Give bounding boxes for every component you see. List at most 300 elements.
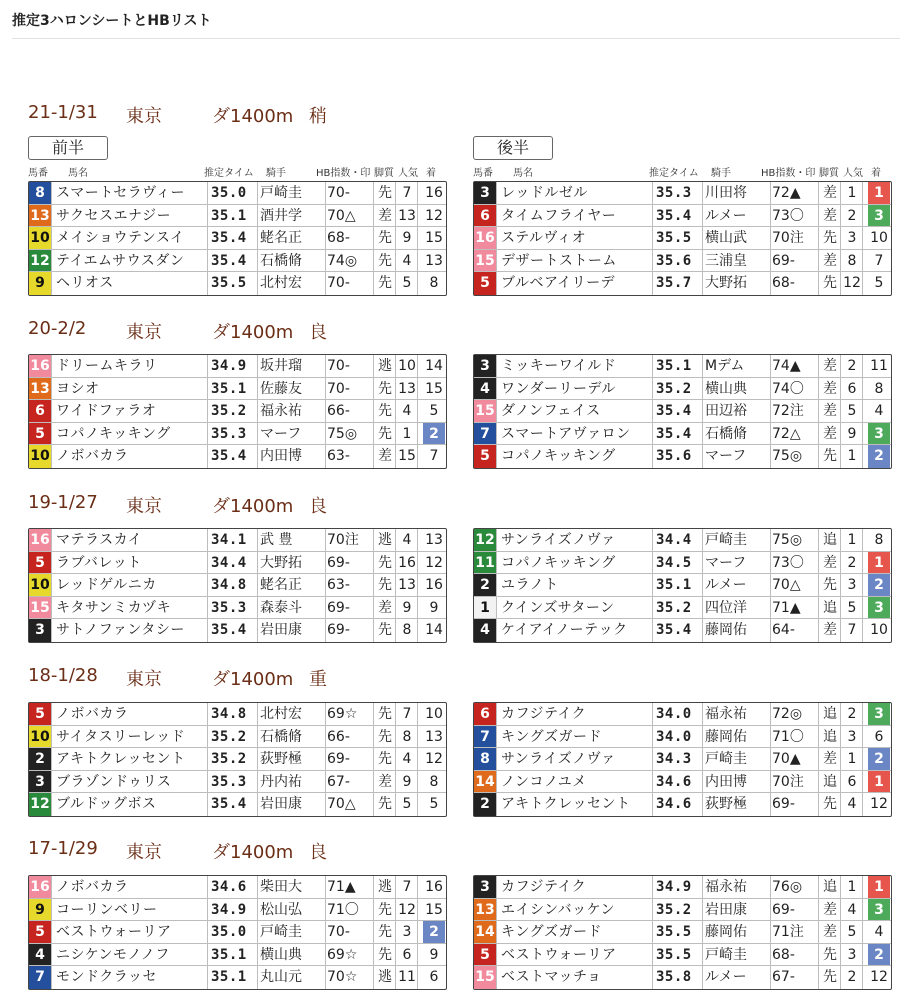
estimated-time: 35.1 — [211, 207, 247, 224]
estimated-time: 35.2 — [656, 599, 692, 616]
estimated-time: 34.4 — [211, 554, 247, 571]
estimated-time: 35.4 — [211, 622, 247, 639]
jockey-name: 川田将 — [705, 185, 747, 201]
running-style: 先 — [378, 554, 392, 571]
jockey-name: 福永祐 — [705, 706, 747, 722]
popularity: 9 — [402, 773, 412, 790]
jockey-name: 戸崎圭 — [705, 946, 747, 963]
jockey-name: 内田博 — [260, 448, 302, 465]
horse-name: ミッキーワイルド — [501, 358, 617, 374]
table-row[interactable] — [474, 250, 891, 273]
horse-number: 6 — [29, 400, 51, 422]
finish-position: 1 — [868, 771, 890, 793]
jockey-name: 柴田大 — [260, 879, 302, 895]
horse-name: コパノキッキング — [501, 448, 616, 465]
finish-position: 6 — [429, 969, 439, 986]
popularity: 13 — [398, 577, 416, 594]
table-row[interactable] — [474, 876, 891, 899]
popularity: 4 — [847, 901, 857, 918]
col-hb: HB指数・印 — [316, 168, 371, 179]
estimated-time: 34.1 — [211, 532, 247, 548]
popularity: 1 — [847, 879, 857, 895]
running-style: 先 — [823, 969, 837, 986]
table-row[interactable] — [29, 445, 446, 468]
horse-name: ステルヴィオ — [501, 230, 587, 247]
popularity: 3 — [402, 924, 412, 941]
horse-name: ユラノト — [501, 577, 559, 594]
jockey-name: 岩田康 — [260, 622, 302, 639]
jockey-name: マーフ — [705, 448, 747, 465]
jockey-name: Mデム — [705, 358, 745, 374]
jockey-name: 武 豊 — [260, 532, 293, 548]
jockey-name: 戸崎圭 — [705, 532, 747, 548]
table-row[interactable] — [474, 944, 891, 967]
finish-position: 9 — [429, 599, 439, 616]
hb-index-mark: 74〇 — [772, 380, 804, 397]
finish-position: 4 — [874, 403, 884, 420]
estimated-time: 35.1 — [211, 380, 247, 397]
col-style: 脚質 — [374, 168, 394, 179]
race-venue: 東京 — [126, 496, 162, 517]
horse-number: 3 — [29, 771, 51, 793]
running-style: 先 — [378, 185, 392, 201]
popularity: 6 — [402, 946, 412, 963]
horse-number: 9 — [29, 899, 51, 921]
running-style: 先 — [378, 751, 392, 768]
jockey-name: 酒井学 — [260, 207, 302, 224]
table-row[interactable] — [474, 182, 891, 205]
popularity: 9 — [402, 599, 412, 616]
table-row[interactable] — [29, 921, 446, 944]
hb-index-mark: 74◎ — [327, 252, 358, 269]
table-row[interactable] — [29, 876, 446, 899]
table-row[interactable] — [474, 423, 891, 446]
jockey-name: 戸崎圭 — [260, 924, 302, 941]
horse-name: ワイドファラオ — [56, 403, 157, 420]
finish-position: 8 — [429, 275, 439, 292]
estimated-time: 34.0 — [656, 706, 692, 722]
horse-number: 2 — [474, 793, 496, 816]
table-row[interactable] — [29, 400, 446, 423]
horse-name: ダノンフェイス — [501, 403, 601, 420]
estimated-time: 34.8 — [211, 577, 247, 594]
running-style: 先 — [378, 577, 392, 594]
jockey-name: マーフ — [260, 425, 302, 442]
first-half-table — [28, 181, 447, 296]
estimated-time: 34.6 — [656, 773, 692, 790]
running-style: 先 — [378, 924, 392, 941]
popularity: 7 — [402, 185, 412, 201]
table-row[interactable] — [474, 574, 891, 597]
hb-index-mark: 71▲ — [327, 879, 356, 895]
jockey-name: 三浦皇 — [705, 252, 747, 269]
jockey-name: 戸崎圭 — [705, 751, 747, 768]
jockey-name: 横山典 — [260, 946, 302, 963]
table-row[interactable] — [29, 227, 446, 250]
table-row[interactable] — [474, 552, 891, 575]
table-row[interactable] — [474, 227, 891, 250]
col-fin: 着 — [871, 168, 881, 179]
hb-index-mark: 63- — [327, 448, 350, 465]
estimated-time: 35.4 — [211, 230, 247, 247]
running-style: 追 — [823, 706, 837, 722]
running-style: 差 — [823, 403, 837, 420]
race-date: 21-1/31 — [28, 102, 98, 123]
popularity: 1 — [847, 185, 857, 201]
table-row[interactable] — [474, 726, 891, 749]
horse-name: デザートストーム — [501, 252, 617, 269]
running-style: 先 — [823, 230, 837, 247]
finish-position: 12 — [425, 554, 443, 571]
horse-number: 15 — [474, 400, 496, 422]
race-date: 18-1/28 — [28, 665, 98, 686]
col-fin: 着 — [426, 168, 436, 179]
horse-number: 3 — [29, 619, 51, 642]
finish-position: 1 — [868, 876, 890, 898]
running-style: 先 — [378, 706, 392, 722]
running-style: 逃 — [378, 358, 392, 374]
finish-position: 3 — [868, 423, 890, 445]
table-row[interactable] — [29, 703, 446, 726]
popularity: 3 — [847, 728, 857, 745]
estimated-time: 34.6 — [211, 879, 247, 895]
col-time: 推定タイム — [649, 168, 699, 179]
horse-number: 4 — [474, 619, 496, 642]
popularity: 5 — [847, 924, 857, 941]
jockey-name: 蛯名正 — [260, 577, 302, 594]
jockey-name: 北村宏 — [260, 706, 302, 722]
horse-name: マテラスカイ — [56, 532, 143, 548]
popularity: 15 — [398, 448, 416, 465]
page-title: 推定3ハロンシートとHBリスト — [12, 13, 212, 29]
table-row[interactable] — [474, 793, 891, 816]
estimated-time: 35.4 — [211, 252, 247, 269]
running-style: 逃 — [378, 532, 392, 548]
estimated-time: 35.4 — [211, 796, 247, 813]
table-row[interactable] — [29, 423, 446, 446]
jockey-name: 福永祐 — [705, 879, 747, 895]
col-style: 脚質 — [819, 168, 839, 179]
horse-number: 9 — [29, 272, 51, 295]
horse-name: ベストウォーリア — [501, 946, 617, 963]
finish-position: 12 — [870, 969, 888, 986]
finish-position: 8 — [874, 532, 884, 548]
estimated-time: 35.2 — [211, 751, 247, 768]
popularity: 1 — [847, 448, 857, 465]
jockey-name: 坂井瑠 — [260, 358, 302, 374]
estimated-time: 34.6 — [656, 796, 692, 813]
horse-name: ヨシオ — [56, 380, 100, 397]
hb-index-mark: 76◎ — [772, 879, 803, 895]
horse-number: 5 — [474, 272, 496, 295]
finish-position: 2 — [423, 921, 445, 943]
horse-name: スマートセラヴィー — [56, 185, 185, 201]
jockey-name: ルメー — [705, 969, 747, 986]
estimated-time: 35.0 — [211, 185, 247, 201]
estimated-time: 35.4 — [656, 403, 692, 420]
table-row[interactable] — [474, 529, 891, 552]
horse-number: 3 — [474, 876, 496, 898]
estimated-time: 35.1 — [211, 969, 247, 986]
hb-index-mark: 70△ — [327, 796, 356, 813]
horse-number: 5 — [29, 703, 51, 725]
hb-index-mark: 68- — [772, 275, 795, 292]
second-half-label: 後半 — [473, 136, 553, 160]
running-style: 差 — [823, 924, 837, 941]
hb-index-mark: 69☆ — [327, 706, 358, 722]
running-style: 差 — [823, 901, 837, 918]
finish-position: 8 — [429, 773, 439, 790]
horse-number: 10 — [29, 445, 51, 468]
running-style: 差 — [823, 622, 837, 639]
table-row[interactable] — [29, 355, 446, 378]
table-row[interactable] — [474, 703, 891, 726]
popularity: 1 — [402, 425, 412, 442]
running-style: 先 — [823, 577, 837, 594]
horse-name: ドリームキラリ — [56, 358, 158, 374]
finish-position: 16 — [425, 577, 443, 594]
table-row[interactable] — [29, 378, 446, 401]
table-row[interactable] — [29, 272, 446, 295]
horse-number: 15 — [474, 250, 496, 272]
popularity: 7 — [402, 706, 412, 722]
horse-number: 7 — [474, 423, 496, 445]
horse-number: 10 — [29, 227, 51, 249]
estimated-time: 35.2 — [656, 901, 692, 918]
hb-index-mark: 75◎ — [772, 532, 803, 548]
popularity: 8 — [402, 622, 412, 639]
running-style: 先 — [378, 946, 392, 963]
finish-position: 13 — [425, 252, 443, 269]
horse-number: 1 — [474, 597, 496, 619]
estimated-time: 35.2 — [211, 403, 247, 420]
hb-index-mark: 67- — [327, 773, 350, 790]
race-condition: 良 — [309, 496, 327, 517]
finish-position: 13 — [425, 728, 443, 745]
table-row[interactable] — [474, 771, 891, 794]
estimated-time: 34.9 — [211, 358, 247, 374]
table-row[interactable] — [474, 899, 891, 922]
jockey-name: 横山武 — [705, 230, 747, 247]
hb-index-mark: 69- — [327, 751, 350, 768]
popularity: 4 — [402, 403, 412, 420]
jockey-name: 藤岡佑 — [705, 728, 747, 745]
estimated-time: 35.3 — [211, 425, 247, 442]
horse-number: 16 — [29, 876, 51, 898]
popularity: 9 — [847, 425, 857, 442]
table-row[interactable] — [474, 597, 891, 620]
col-time: 推定タイム — [204, 168, 254, 179]
finish-position: 3 — [868, 597, 890, 619]
running-style: 差 — [823, 358, 837, 374]
running-style: 逃 — [378, 879, 392, 895]
popularity: 7 — [402, 879, 412, 895]
finish-position: 10 — [425, 706, 443, 722]
race-condition: 良 — [309, 842, 327, 863]
table-row[interactable] — [474, 748, 891, 771]
running-style: 先 — [823, 448, 837, 465]
hb-index-mark: 72△ — [772, 425, 801, 442]
horse-name: コパノキッキング — [56, 425, 171, 442]
estimated-time: 35.5 — [656, 946, 692, 963]
table-row[interactable] — [29, 944, 446, 967]
finish-position: 4 — [874, 924, 884, 941]
horse-number: 5 — [474, 445, 496, 468]
horse-name: ノボバカラ — [56, 879, 129, 895]
table-row[interactable] — [474, 205, 891, 228]
estimated-time: 35.0 — [211, 924, 247, 941]
race-condition: 重 — [309, 669, 327, 690]
horse-number: 15 — [474, 966, 496, 989]
hb-index-mark: 70- — [327, 185, 350, 201]
estimated-time: 35.8 — [656, 969, 692, 986]
table-row[interactable] — [474, 966, 891, 989]
table-row[interactable] — [29, 748, 446, 771]
table-row[interactable] — [474, 400, 891, 423]
table-row[interactable] — [29, 182, 446, 205]
hb-index-mark: 74▲ — [772, 358, 801, 374]
running-style: 差 — [378, 448, 392, 465]
col-number: 馬番 — [473, 168, 493, 179]
finish-position: 2 — [868, 445, 890, 468]
horse-number: 11 — [474, 552, 496, 574]
table-row[interactable] — [474, 378, 891, 401]
popularity: 4 — [402, 252, 412, 269]
col-pop: 人気 — [398, 168, 418, 179]
jockey-name: 大野拓 — [705, 275, 747, 292]
horse-name: サイタスリーレッド — [56, 728, 186, 745]
table-row[interactable] — [474, 272, 891, 295]
popularity: 2 — [847, 207, 857, 224]
horse-number: 14 — [474, 921, 496, 943]
finish-position: 14 — [425, 358, 443, 374]
race-condition: 稍 — [309, 106, 327, 127]
estimated-time: 34.8 — [211, 706, 247, 722]
finish-position: 5 — [874, 275, 884, 292]
running-style: 先 — [823, 946, 837, 963]
second-half-table — [473, 702, 892, 817]
running-style: 逃 — [378, 969, 392, 986]
race-venue: 東京 — [126, 669, 162, 690]
horse-number: 8 — [474, 748, 496, 770]
table-row[interactable] — [474, 445, 891, 468]
horse-name: サンライズノヴァ — [501, 532, 616, 548]
horse-name: クインズサターン — [501, 599, 615, 616]
horse-number: 6 — [474, 703, 496, 725]
table-row[interactable] — [29, 966, 446, 989]
table-row[interactable] — [29, 574, 446, 597]
hb-index-mark: 67- — [772, 969, 795, 986]
popularity: 3 — [847, 230, 857, 247]
col-horse: 馬名 — [513, 168, 533, 179]
table-row[interactable] — [29, 552, 446, 575]
horse-name: モンドクラッセ — [56, 969, 157, 986]
second-half-table — [473, 528, 892, 643]
running-style: 差 — [823, 380, 837, 397]
jockey-name: 戸崎圭 — [260, 185, 302, 201]
finish-position: 3 — [868, 205, 890, 227]
hb-index-mark: 69- — [772, 796, 795, 813]
jockey-name: 丹内祐 — [260, 773, 302, 790]
table-row[interactable] — [29, 529, 446, 552]
table-row[interactable] — [474, 355, 891, 378]
first-half-column-headers — [28, 164, 445, 180]
popularity: 7 — [847, 622, 857, 639]
hb-index-mark: 70- — [327, 924, 350, 941]
hb-index-mark: 71▲ — [772, 599, 801, 616]
title-divider — [12, 38, 900, 39]
estimated-time: 35.5 — [656, 924, 692, 941]
finish-position: 2 — [868, 574, 890, 596]
jockey-name: 岩田康 — [705, 901, 747, 918]
horse-name: レッドゲルニカ — [56, 577, 157, 594]
estimated-time: 35.2 — [211, 728, 247, 745]
jockey-name: 蛯名正 — [260, 230, 302, 247]
running-style: 先 — [378, 622, 392, 639]
jockey-name: 内田博 — [705, 773, 747, 790]
second-half-column-headers — [473, 164, 890, 180]
finish-position: 16 — [425, 185, 443, 201]
table-row[interactable] — [29, 771, 446, 794]
horse-number: 12 — [29, 250, 51, 272]
table-row[interactable] — [29, 726, 446, 749]
table-row[interactable] — [29, 899, 446, 922]
horse-number: 7 — [29, 966, 51, 989]
horse-number: 16 — [29, 529, 51, 551]
table-row[interactable] — [29, 205, 446, 228]
popularity: 9 — [402, 230, 412, 247]
horse-number: 3 — [474, 355, 496, 377]
estimated-time: 35.6 — [656, 448, 692, 465]
race-date: 19-1/27 — [28, 492, 98, 513]
jockey-name: マーフ — [705, 554, 747, 571]
running-style: 先 — [823, 796, 837, 813]
second-half-table — [473, 354, 892, 469]
popularity: 4 — [402, 751, 412, 768]
col-jockey: 騎手 — [711, 168, 731, 179]
popularity: 12 — [843, 275, 861, 292]
finish-position: 13 — [425, 532, 443, 548]
running-style: 追 — [823, 773, 837, 790]
running-style: 先 — [378, 275, 392, 292]
hb-index-mark: 70△ — [327, 207, 356, 224]
running-style: 先 — [378, 425, 392, 442]
table-row[interactable] — [29, 597, 446, 620]
jockey-name: 丸山元 — [260, 969, 302, 986]
col-number: 馬番 — [28, 168, 48, 179]
horse-name: ノボバカラ — [56, 706, 129, 722]
table-row[interactable] — [474, 921, 891, 944]
horse-name: テイエムサウスダン — [56, 252, 185, 269]
hb-index-mark: 72注 — [772, 403, 804, 420]
jockey-name: 荻野極 — [260, 751, 302, 768]
estimated-time: 35.1 — [211, 946, 247, 963]
table-row[interactable] — [29, 619, 446, 642]
horse-number: 5 — [29, 921, 51, 943]
horse-number: 10 — [29, 574, 51, 596]
col-pop: 人気 — [843, 168, 863, 179]
table-row[interactable] — [29, 793, 446, 816]
table-row[interactable] — [29, 250, 446, 273]
col-hb: HB指数・印 — [761, 168, 816, 179]
jockey-name: 石橋脩 — [260, 728, 302, 745]
estimated-time: 34.3 — [656, 751, 692, 768]
table-row[interactable] — [474, 619, 891, 642]
hb-index-mark: 72◎ — [772, 706, 803, 722]
jockey-name: 藤岡佑 — [705, 924, 747, 941]
hb-index-mark: 73〇 — [772, 207, 804, 224]
running-style: 差 — [823, 207, 837, 224]
